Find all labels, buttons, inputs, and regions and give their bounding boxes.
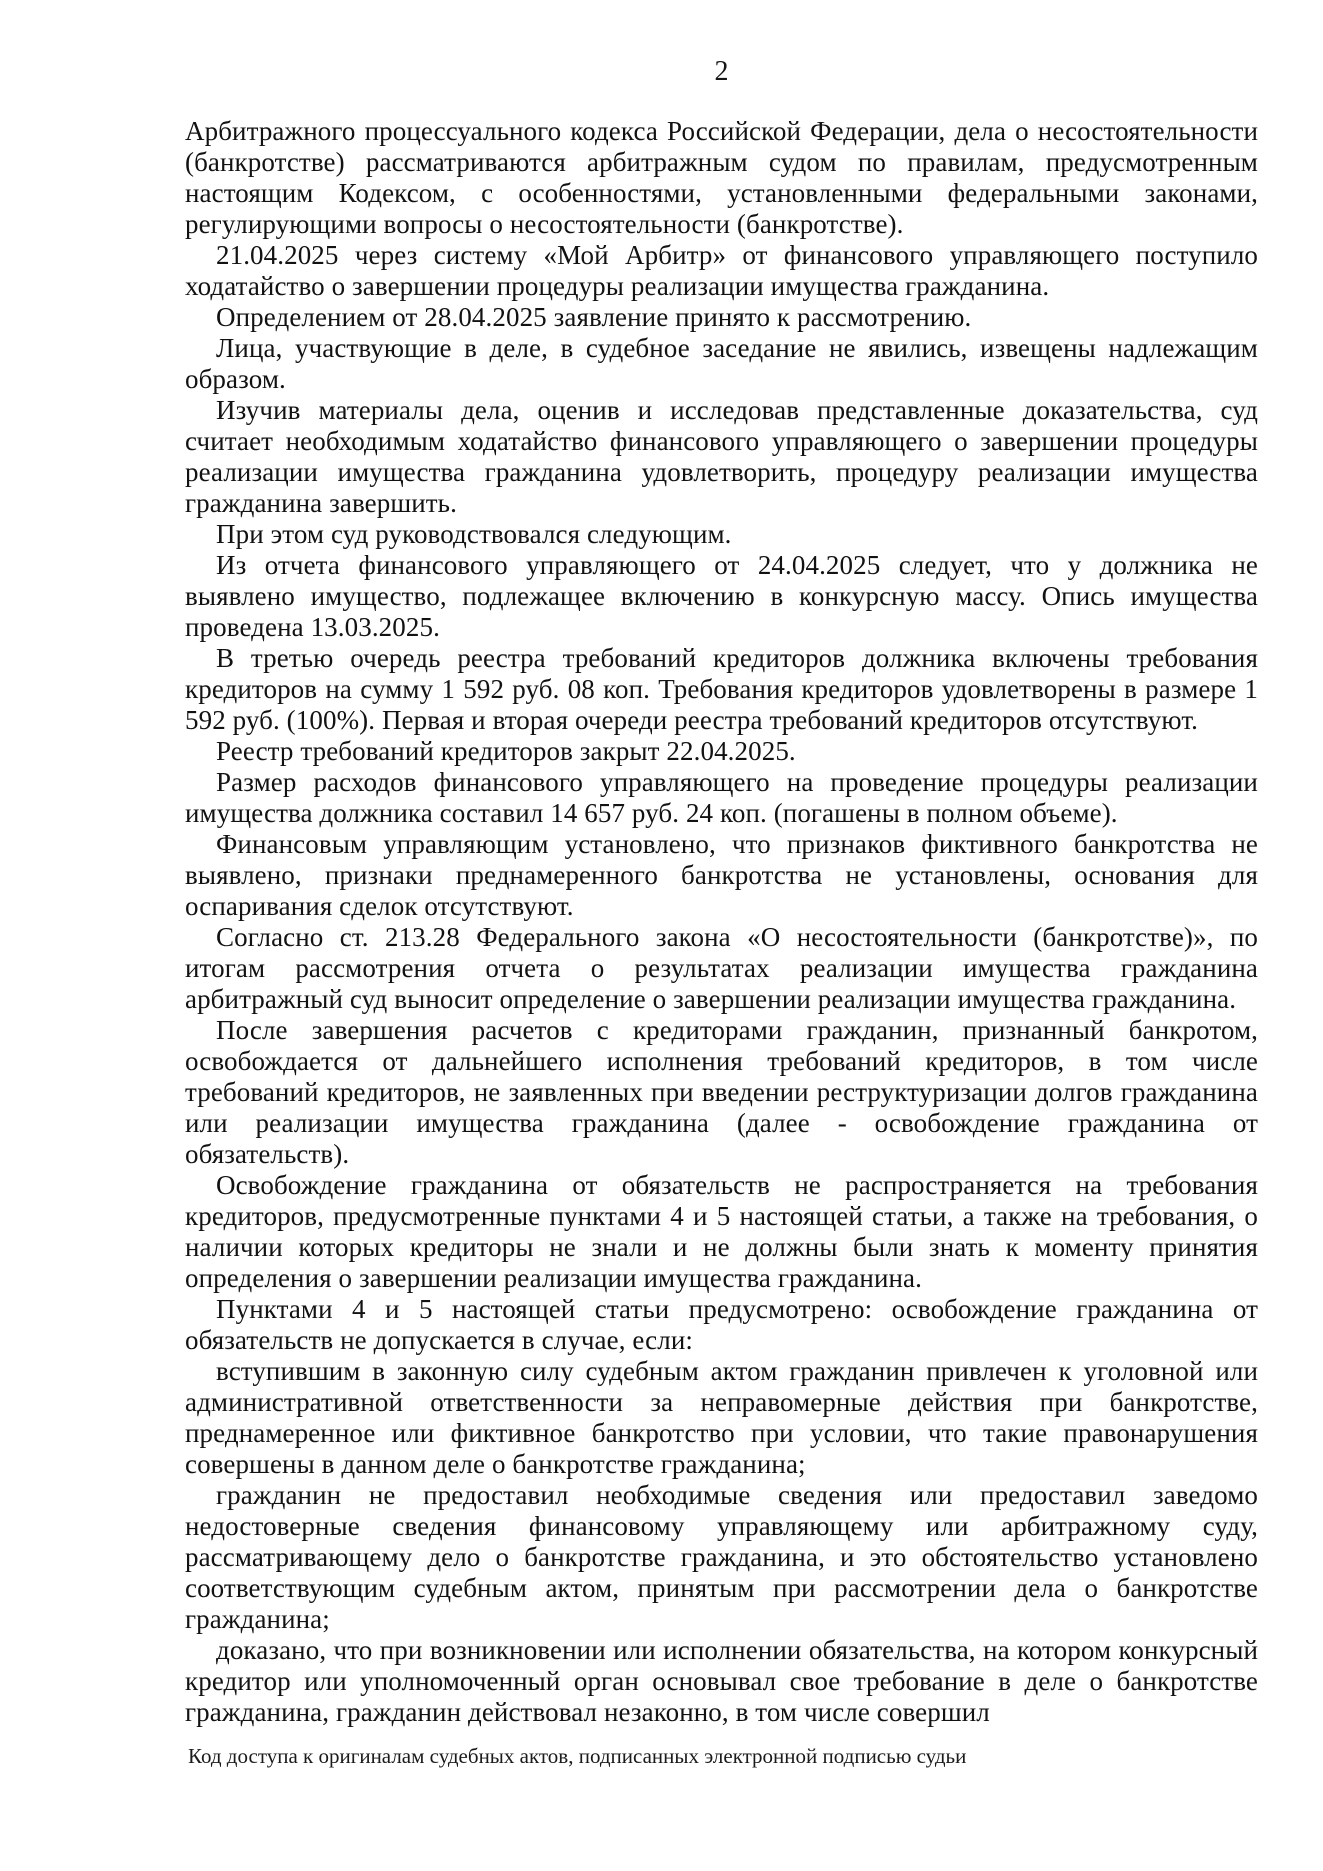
paragraph: Размер расходов финансового управляющего на проведение процедуры реализации имущества должника составил 14 657 руб. 24 коп. (погашены в полном объеме). bbox=[185, 767, 1258, 828]
paragraph: Лица, участвующие в деле, в судебное заседание не явились, извещены надлежащим образом. bbox=[185, 333, 1258, 394]
paragraph: Реестр требований кредиторов закрыт 22.04.2025. bbox=[216, 736, 796, 766]
paragraph: Определением от 28.04.2025 заявление принято к рассмотрению. bbox=[216, 302, 972, 332]
footer-note: Код доступа к оригиналам судебных актов, подписанных электронной подписью судьи bbox=[188, 1744, 967, 1768]
paragraph: гражданин не предоставил необходимые сведения или предоставил заведомо недостоверные сведения финансовому управляющему или арбитражному суду, рассматривающему дело о банкротстве гражданина, и это обстоятельство установлено соответствующим судебным актом, принятым при рассмотрении дела о банкротстве гражданина; bbox=[185, 1480, 1258, 1634]
paragraph: Пунктами 4 и 5 настоящей статьи предусмотрено: освобождение гражданина от обязательств не допускается в случае, если: bbox=[185, 1294, 1258, 1355]
paragraph: доказано, что при возникновении или исполнении обязательства, на котором конкурсный кредитор или уполномоченный орган основывал свое требование в деле о банкротстве гражданина, гражданин действовал незаконно, в том числе совершил bbox=[185, 1635, 1258, 1727]
paragraph: После завершения расчетов с кредиторами гражданин, признанный банкротом, освобождается от дальнейшего исполнения требований кредиторов, в том числе требований кредиторов, не заявленных при введении реструктуризации долгов гражданина или реализации имущества гражданина (далее - освобождение гражданина от обязательств). bbox=[185, 1015, 1258, 1169]
paragraph: Изучив материалы дела, оценив и исследовав представленные доказательства, суд считает необходимым ходатайство финансового управляющего о завершении процедуры реализации имущества гражданина удовлетворить, процедуру реализации имущества гражданина завершить. bbox=[185, 395, 1258, 518]
paragraph: Арбитражного процессуального кодекса Российской Федерации, дела о несостоятельности (банкротстве) рассматриваются арбитражным судом по правилам, предусмотренным настоящим Кодексом, с особенностями, установленными федеральными законами, регулирующими вопросы о несостоятельности (банкротстве). bbox=[185, 116, 1258, 239]
paragraph: 21.04.2025 через систему «Мой Арбитр» от финансового управляющего поступило ходатайство о завершении процедуры реализации имущества гражданина. bbox=[185, 240, 1258, 301]
paragraph: Финансовым управляющим установлено, что признаков фиктивного банкротства не выявлено, признаки преднамеренного банкротства не установлены, основания для оспаривания сделок отсутствуют. bbox=[185, 829, 1258, 921]
page-number: 2 bbox=[714, 56, 729, 87]
document-body bbox=[185, 116, 1258, 1728]
paragraph: вступившим в законную силу судебным актом гражданин привлечен к уголовной или административной ответственности за неправомерные действия при банкротстве, преднамеренное или фиктивное банкротство при условии, что такие правонарушения совершены в данном деле о банкротстве гражданина; bbox=[185, 1356, 1258, 1479]
paragraph: Из отчета финансового управляющего от 24.04.2025 следует, что у должника не выявлено имущество, подлежащее включению в конкурсную массу. Опись имущества проведена 13.03.2025. bbox=[185, 550, 1258, 642]
paragraph: При этом суд руководствовался следующим. bbox=[216, 519, 732, 549]
paragraph: Освобождение гражданина от обязательств не распространяется на требования кредиторов, предусмотренные пунктами 4 и 5 настоящей статьи, а также на требования, о наличии которых кредиторы не знали и не должны были знать к моменту принятия определения о завершении реализации имущества гражданина. bbox=[185, 1170, 1258, 1293]
paragraph: Согласно ст. 213.28 Федерального закона «О несостоятельности (банкротстве)», по итогам рассмотрения отчета о результатах реализации имущества гражданина арбитражный суд выносит определение о завершении реализации имущества гражданина. bbox=[185, 922, 1258, 1014]
paragraph: В третью очередь реестра требований кредиторов должника включены требования кредиторов на сумму 1 592 руб. 08 коп. Требования кредиторов удовлетворены в размере 1 592 руб. (100%). Первая и вторая очереди реестра требований кредиторов отсутствуют. bbox=[185, 643, 1258, 735]
